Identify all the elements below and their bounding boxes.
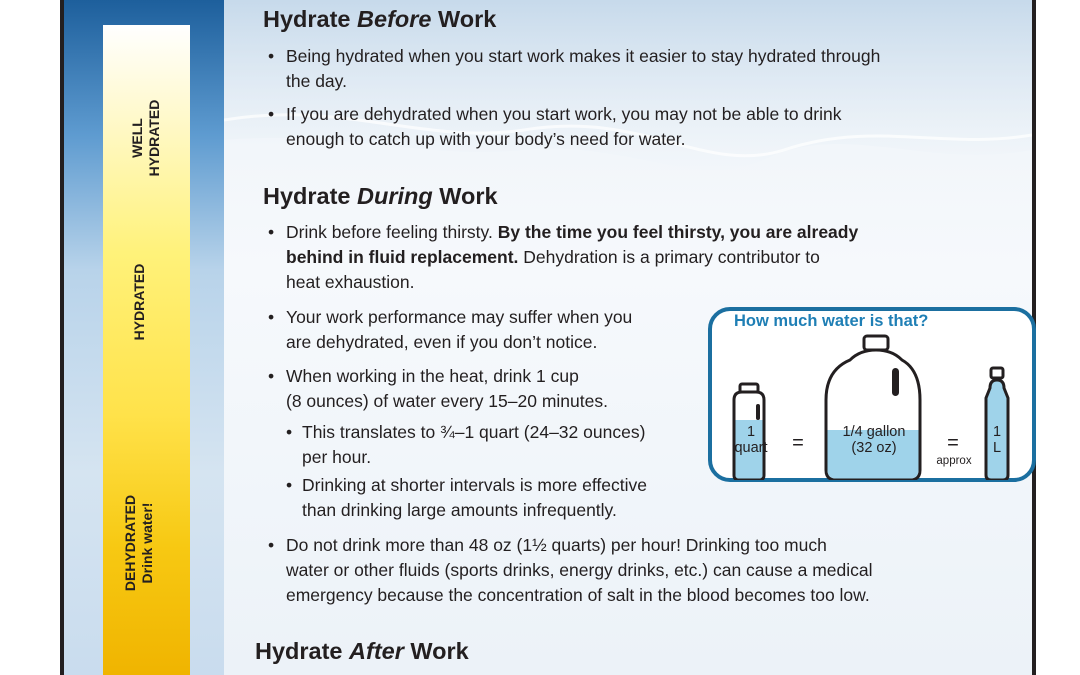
scale-label-well-hydrated: WELL HYDRATED [129, 99, 162, 177]
bullet-during-2: • Your work performance may suffer when you are dehydrated, even if you don’t notice. [268, 307, 633, 352]
scale-label-dehydrated: DEHYDRATED Drink water! [122, 494, 155, 592]
scale-label-hydrated: HYDRATED [131, 263, 147, 341]
frame-left [60, 0, 64, 675]
gallon-label: 1/4 gallon (32 oz) [842, 424, 906, 456]
callout-title: How much water is that? [734, 312, 929, 330]
equals-sign-1: = [792, 432, 804, 454]
bullet-before-2: • If you are dehydrated when you start work, you may not be able to drink enough to catch up with your body’s need for water. [268, 104, 842, 149]
sub-bullet-during-2: • Drinking at shorter intervals is more effective than drinking large amounts infrequently. [286, 475, 647, 520]
sub-bullet-during-1: • This translates to ¾–1 quart (24–32 ounces) per hour. [286, 422, 646, 467]
gallon-jug-icon [826, 336, 920, 480]
approx-label: approx [936, 455, 972, 467]
equals-sign-2: = [947, 432, 959, 454]
bullet-before-1: • Being hydrated when you start work makes it easier to stay hydrated through the day. [268, 46, 881, 91]
heading-before-work: Hydrate Before Work [263, 6, 497, 32]
bullet-during-3: • When working in the heat, drink 1 cup (8 ounces) of water every 15–20 minutes. [268, 366, 608, 411]
heading-after-work: Hydrate After Work [255, 638, 469, 664]
quart-label: 1 quart [734, 424, 768, 456]
bullet-during-1: • Drink before feeling thirsty. By the time you feel thirsty, you are already behind in fluid replacement. Dehydration is a primary contributor to heat exhaustion. [268, 222, 859, 292]
heading-during-work: Hydrate During Work [263, 183, 498, 209]
liter-label: 1 L [992, 424, 1002, 456]
bullet-during-4: • Do not drink more than 48 oz (1½ quarts) per hour! Drinking too much water or other fluids (sports drinks, energy drinks, etc.) can cause a medical emergency because the concentration of salt in the blood becomes too low. [268, 535, 873, 605]
